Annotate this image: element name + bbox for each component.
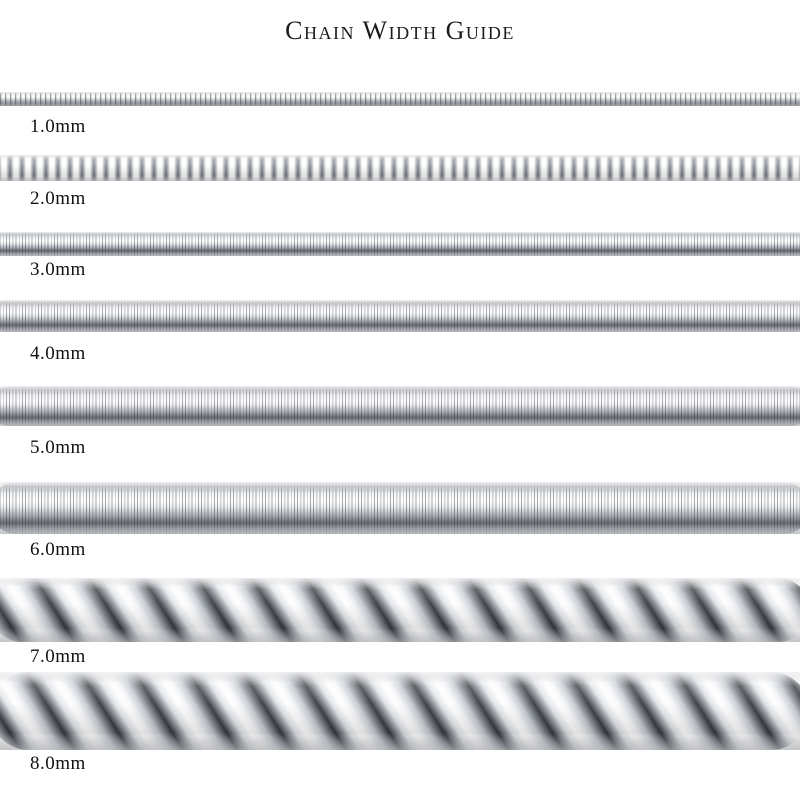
chain-label-6: 6.0mm	[30, 539, 86, 560]
chain-graphic-2	[0, 155, 800, 181]
chain-graphic-5	[0, 386, 800, 426]
chain-label-5: 5.0mm	[30, 437, 86, 458]
chain-graphic-7	[0, 578, 800, 642]
chain-label-7: 7.0mm	[30, 646, 86, 667]
chain-band-7	[0, 578, 800, 642]
chain-graphic-3	[0, 232, 800, 256]
chain-graphic-4	[0, 300, 800, 332]
chain-band-5	[0, 386, 800, 426]
chain-label-3: 3.0mm	[30, 259, 86, 280]
chain-graphic-6	[0, 482, 800, 534]
chain-label-8: 8.0mm	[30, 753, 86, 774]
chain-label-1: 1.0mm	[30, 116, 86, 137]
chain-label-2: 2.0mm	[30, 188, 86, 209]
chain-graphic-8	[0, 672, 800, 750]
chain-band-2	[0, 155, 800, 181]
chain-label-4: 4.0mm	[30, 343, 86, 364]
chain-band-1	[0, 92, 800, 106]
chain-graphic-1	[0, 92, 800, 106]
chain-band-6	[0, 482, 800, 534]
chain-band-8	[0, 672, 800, 750]
chain-band-4	[0, 300, 800, 332]
page-title: Chain Width Guide	[285, 16, 515, 45]
chain-band-3	[0, 232, 800, 256]
